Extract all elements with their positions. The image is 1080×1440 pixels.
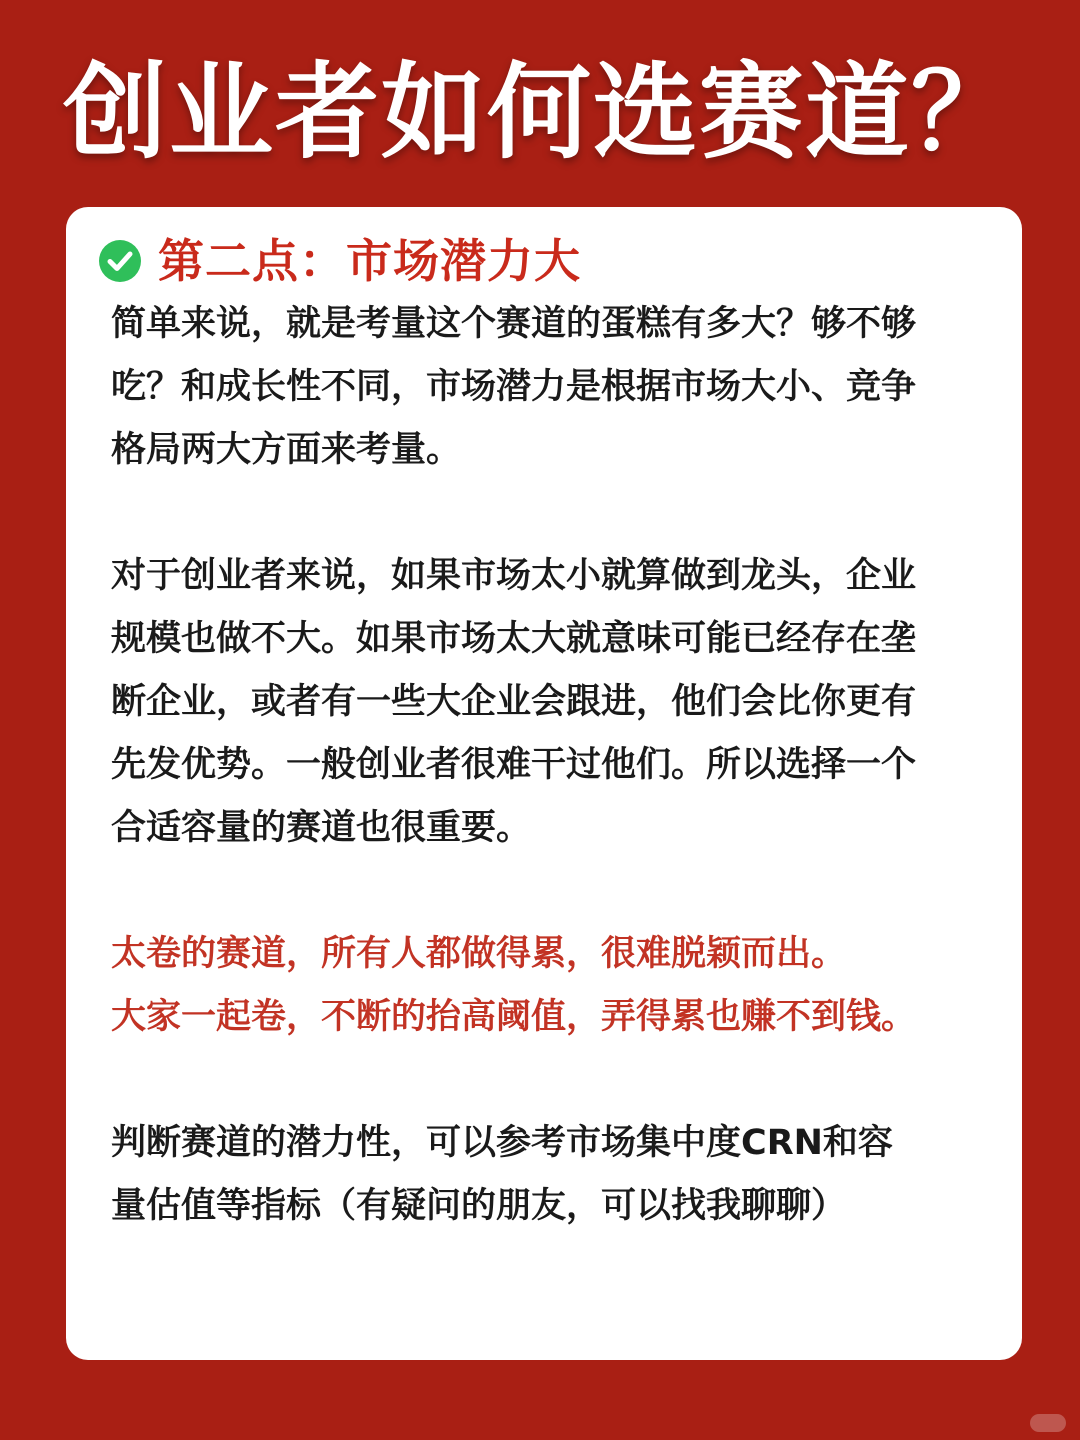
paragraph-line: 断企业，或者有一些大企业会跟进，他们会比你更有 [111, 682, 917, 722]
paragraph-line: 太卷的赛道，所有人都做得累，很难脱颖而出。 [111, 934, 847, 974]
paragraph-highlight [111, 923, 991, 1049]
paragraph-line: 判断赛道的潜力性，可以参考市场集中度CRN和容 [111, 1123, 893, 1163]
article-body [111, 293, 991, 1238]
paragraph-line: 量估值等指标（有疑问的朋友，可以找我聊聊） [111, 1186, 847, 1226]
section-heading-text: 第二点：市场潜力大 [158, 234, 581, 288]
page-title: 创业者如何选赛道？ [62, 51, 1017, 173]
content-card [66, 207, 1022, 1360]
paragraph-line: 简单来说，就是考量这个赛道的蛋糕有多大？够不够 [111, 304, 917, 344]
paragraph-line: 规模也做不大。如果市场太大就意味可能已经存在垄 [111, 619, 917, 659]
paragraph-line: 先发优势。一般创业者很难干过他们。所以选择一个 [111, 745, 917, 785]
paragraph-line: 格局两大方面来考量。 [111, 430, 462, 470]
paragraph-line: 合适容量的赛道也很重要。 [111, 808, 532, 848]
watermark-badge [1030, 1414, 1066, 1432]
check-circle-icon [98, 239, 142, 283]
section-heading [98, 231, 581, 291]
paragraph-conclusion [111, 1112, 991, 1238]
paragraph-explanation [111, 545, 991, 860]
paragraph-line: 吃？和成长性不同，市场潜力是根据市场大小、竞争 [111, 367, 917, 407]
paragraph-line: 对于创业者来说，如果市场太小就算做到龙头，企业 [111, 556, 917, 596]
paragraph-intro [111, 293, 991, 482]
paragraph-line: 大家一起卷，不断的抬高阈值，弄得累也赚不到钱。 [111, 997, 917, 1037]
